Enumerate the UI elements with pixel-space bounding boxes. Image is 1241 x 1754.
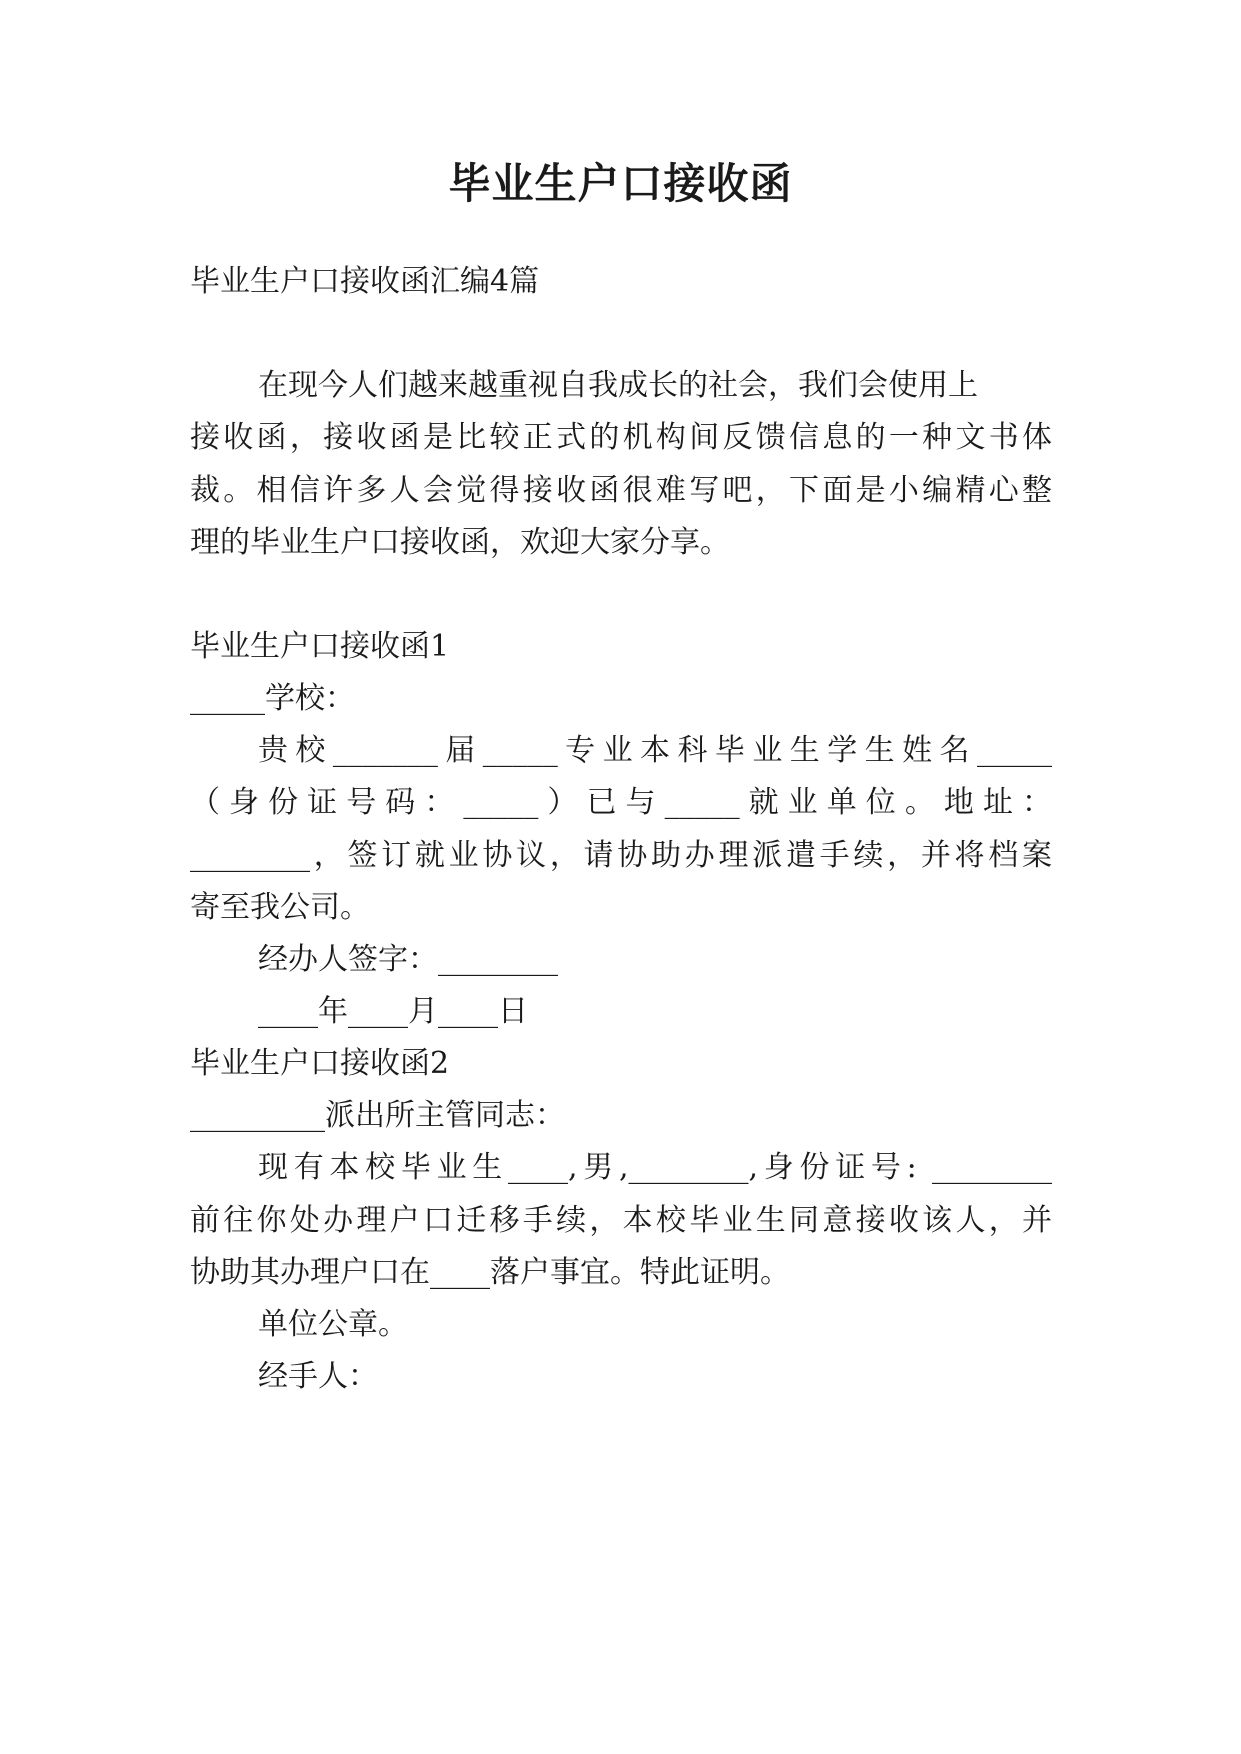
letter1-body-line-3: ________，签订就业协议，请协助办理派遣手续，并将档案 bbox=[190, 838, 1052, 873]
intro-line-4: 理的毕业生户口接收函，欢迎大家分享。 bbox=[190, 525, 730, 560]
letter1-signature: 经办人签字：________ bbox=[258, 942, 558, 977]
intro-line-3: 裁。相信许多人会觉得接收函很难写吧，下面是小编精心整 bbox=[190, 473, 1052, 508]
document-subtitle: 毕业生户口接收函汇编4篇 bbox=[190, 264, 540, 299]
letter2-seal: 单位公章。 bbox=[258, 1307, 408, 1342]
letter1-body-line-2: （身份证号码：_____）已与_____就业单位。地址： bbox=[190, 785, 1052, 820]
letter2-salutation: _________派出所主管同志： bbox=[190, 1098, 565, 1133]
letter2-heading: 毕业生户口接收函2 bbox=[190, 1046, 450, 1081]
letter2-handler: 经手人： bbox=[258, 1359, 378, 1394]
letter1-salutation: _____学校： bbox=[190, 681, 355, 716]
letter2-body-line-3: 协助其办理户口在____落户事宜。特此证明。 bbox=[190, 1255, 790, 1290]
intro-line-2: 接收函，接收函是比较正式的机构间反馈信息的一种文书体 bbox=[190, 420, 1052, 455]
letter1-body-line-4: 寄至我公司。 bbox=[190, 890, 370, 925]
letter1-heading: 毕业生户口接收函1 bbox=[190, 629, 450, 664]
document-title: 毕业生户口接收函 bbox=[448, 159, 793, 208]
letter2-body-line-1: 现有本校毕业生____,男,________,身份证号: ________ bbox=[258, 1150, 1052, 1185]
letter1-date: ____年____月____日 bbox=[258, 994, 528, 1029]
letter1-body-line-1: 贵校_______届_____专业本科毕业生学生姓名_____ bbox=[258, 733, 1052, 768]
intro-line-1: 在现今人们越来越重视自我成长的社会，我们会使用上 bbox=[258, 368, 978, 403]
letter2-body-line-2: 前往你处办理户口迁移手续，本校毕业生同意接收该人，并 bbox=[190, 1203, 1052, 1238]
